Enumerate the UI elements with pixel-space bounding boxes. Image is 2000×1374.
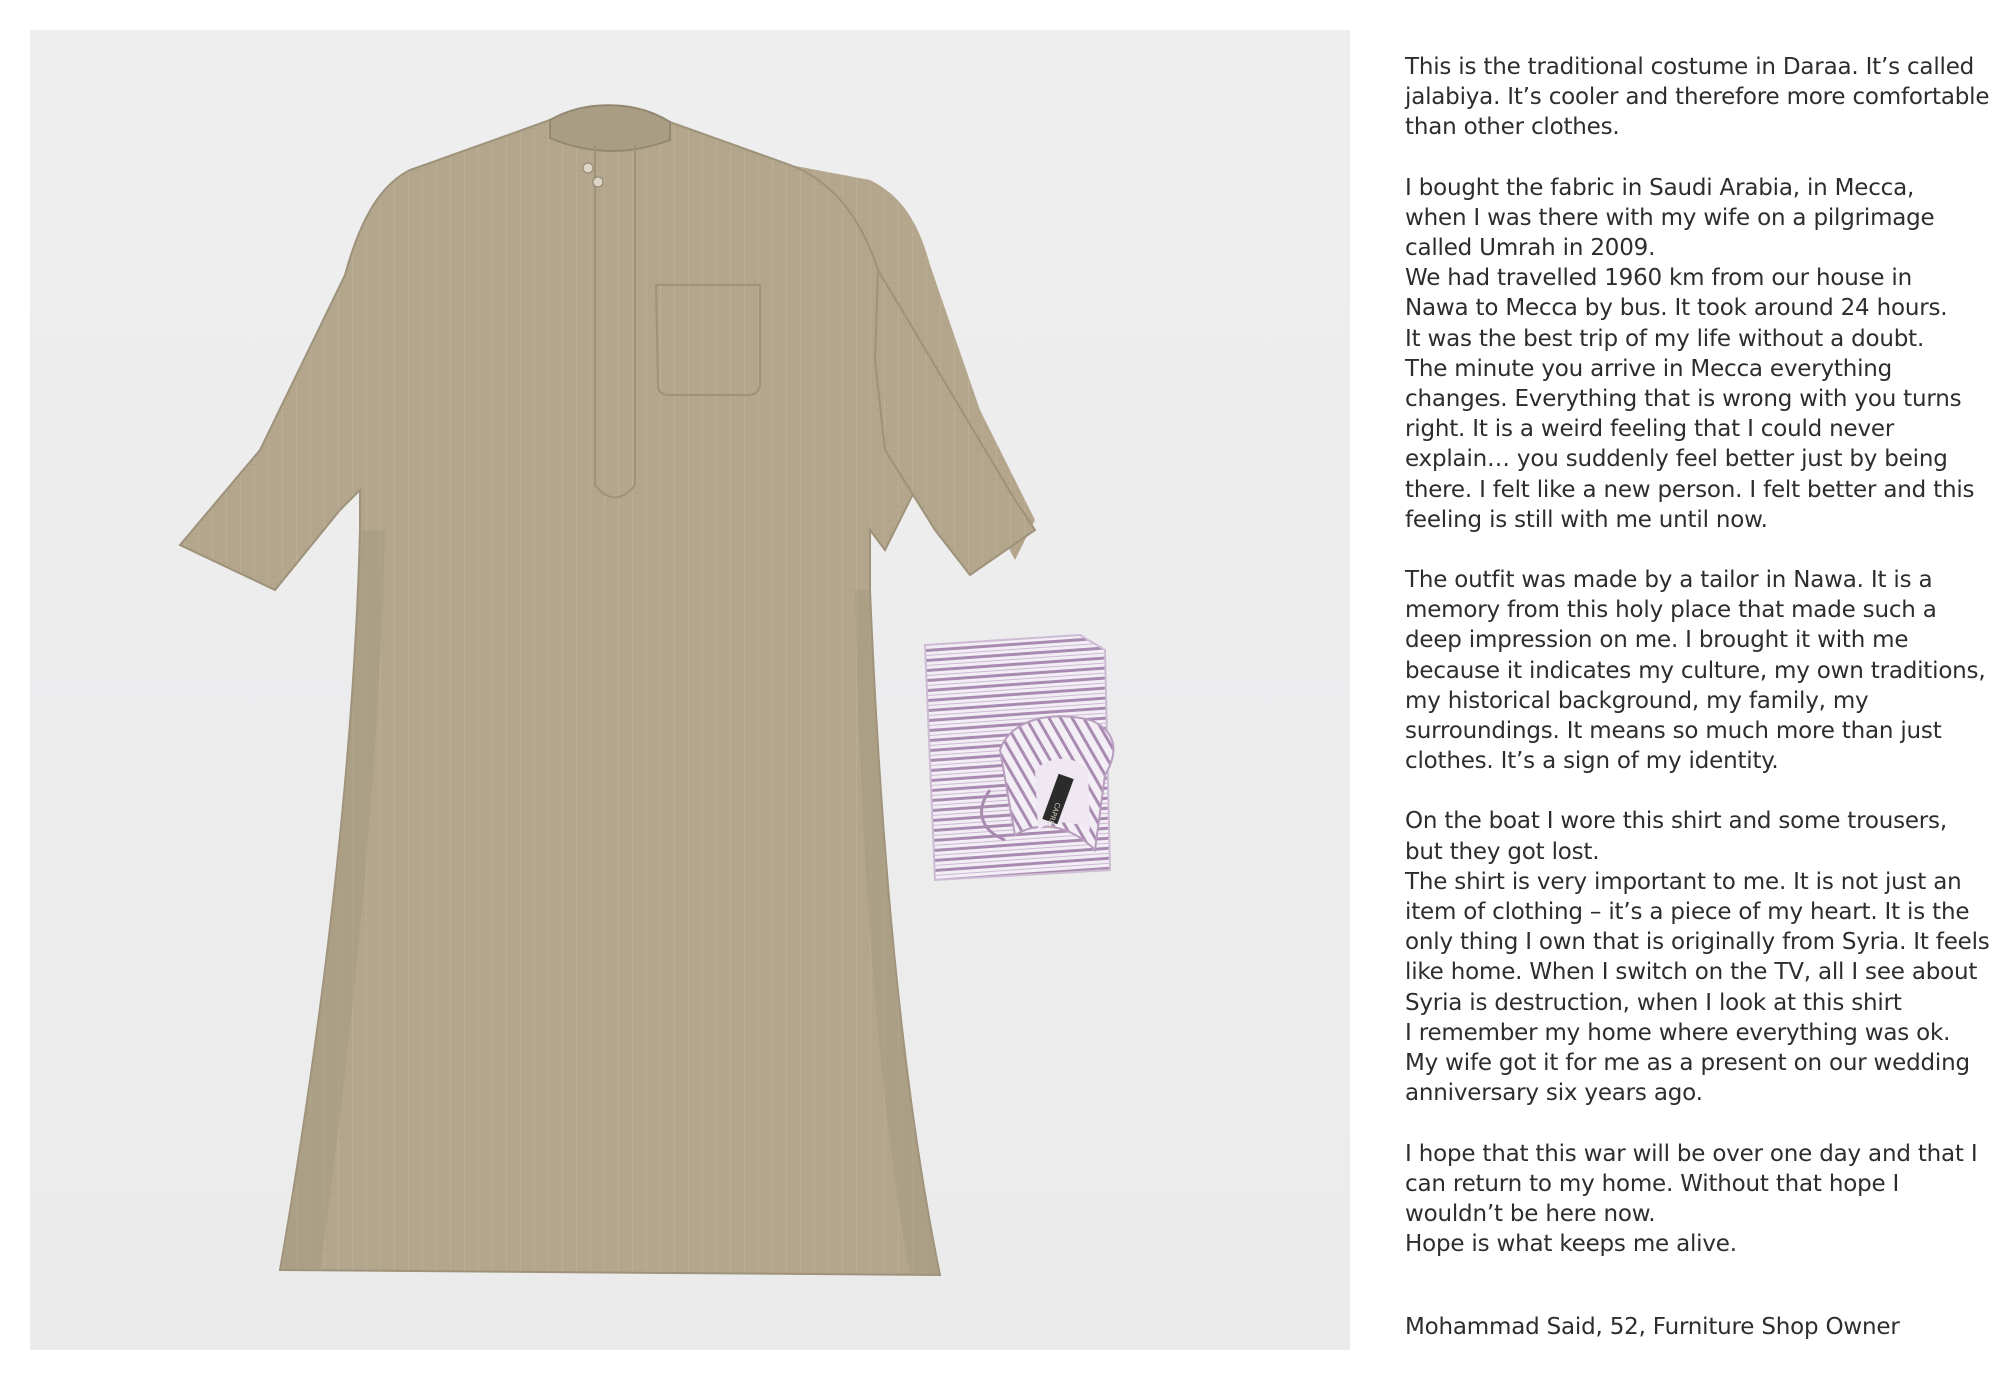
text-line: Nawa to Mecca by bus. It took around 24 hours.: [1405, 295, 1948, 322]
shirt-label-text: CAPRES: [1044, 801, 1062, 831]
story-paragraph-2: [1405, 173, 1985, 535]
text-line: like home. When I switch on the TV, all I see about: [1405, 959, 1978, 986]
text-line: clothes. It’s a sign of my identity.: [1405, 748, 1779, 775]
text-line: item of clothing – it’s a piece of my heart. It is the: [1405, 899, 1970, 926]
text-line: anniversary six years ago.: [1405, 1080, 1703, 1107]
clothing-illustration: [30, 30, 1350, 1350]
text-line: I remember my home where everything was ok.: [1405, 1019, 1951, 1046]
text-line: surroundings. It means so much more than just: [1405, 718, 1942, 745]
text-line: explain… you suddenly feel better just by being: [1405, 446, 1948, 473]
text-line: jalabiya. It’s cooler and therefore more comfortable: [1405, 84, 1990, 111]
text-line: feeling is still with me until now.: [1405, 506, 1768, 533]
jalabiya-garment: [180, 105, 1035, 1275]
story-paragraph-1: [1405, 52, 1990, 143]
text-line: The shirt is very important to me. It is not just an: [1405, 868, 1962, 895]
text-line: I hope that this war will be over one day and that I: [1405, 1140, 1978, 1167]
text-line: On the boat I wore this shirt and some trousers,: [1405, 808, 1947, 835]
story-paragraph-5: [1405, 1139, 1985, 1260]
text-line: my historical background, my family, my: [1405, 687, 1869, 714]
text-line: memory from this holy place that made such a: [1405, 597, 1937, 624]
text-line: The outfit was made by a tailor in Nawa. It is a: [1405, 567, 1933, 594]
text-line: I bought the fabric in Saudi Arabia, in Mecca,: [1405, 174, 1915, 201]
clothing-photo: [30, 30, 1350, 1350]
folded-striped-shirt: [925, 635, 1113, 880]
text-line: only thing I own that is originally from Syria. It feels: [1405, 929, 1990, 956]
text-line: than other clothes.: [1405, 114, 1620, 141]
text-line: My wife got it for me as a present on our wedding: [1405, 1050, 1970, 1077]
text-line: called Umrah in 2009.: [1405, 235, 1656, 262]
text-line: when I was there with my wife on a pilgrimage: [1405, 204, 1935, 231]
text-line: Syria is destruction, when I look at this shirt: [1405, 989, 1902, 1016]
text-line: but they got lost.: [1405, 838, 1600, 865]
text-line: deep impression on me. I brought it with me: [1405, 627, 1909, 654]
text-line: We had travelled 1960 km from our house in: [1405, 265, 1912, 292]
text-line: changes. Everything that is wrong with you turns: [1405, 386, 1962, 413]
text-line: can return to my home. Without that hope I: [1405, 1170, 1900, 1197]
text-line: right. It is a weird feeling that I could never: [1405, 416, 1895, 443]
story-paragraph-3: [1405, 565, 1985, 776]
story-paragraph-4: [1405, 806, 1990, 1108]
attribution-caption: Mohammad Said, 52, Furniture Shop Owner: [1405, 1314, 1900, 1340]
text-line: It was the best trip of my life without a doubt.: [1405, 325, 1925, 352]
text-line: because it indicates my culture, my own traditions,: [1405, 657, 1986, 684]
text-line: Hope is what keeps me alive.: [1405, 1231, 1737, 1258]
text-line: there. I felt like a new person. I felt better and this: [1405, 476, 1975, 503]
text-line: This is the traditional costume in Daraa. It’s called: [1405, 54, 1975, 80]
text-line: wouldn’t be here now.: [1405, 1200, 1656, 1227]
text-line: The minute you arrive in Mecca everything: [1405, 355, 1893, 382]
story-text: [1405, 52, 1990, 1352]
